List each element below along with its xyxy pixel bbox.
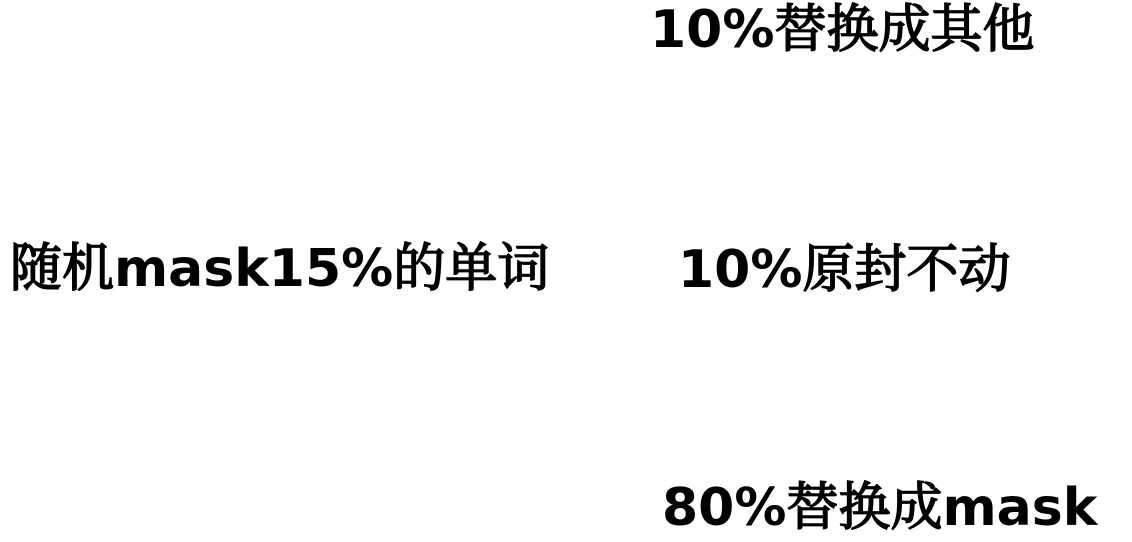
branch-replace-mask-label: 80%替换成mask [662,478,1098,538]
branch-keep-unchanged-label: 10%原封不动 [678,240,1011,300]
root-node-label: 随机mask15%的单词 [10,239,550,299]
branch-replace-other-label: 10%替换成其他 [650,0,1035,60]
